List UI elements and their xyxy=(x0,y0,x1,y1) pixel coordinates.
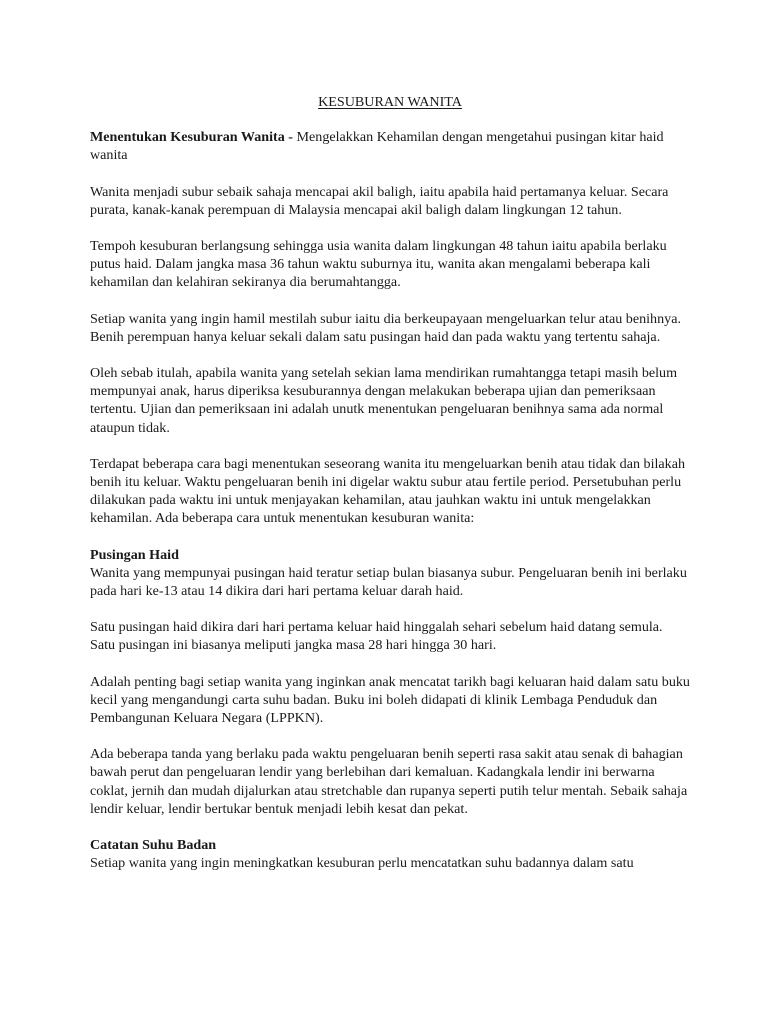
section2-paragraph-1: Setiap wanita yang ingin meningkatkan kesuburan perlu mencatatkan suhu badannya dalam satu xyxy=(90,855,634,872)
section1-paragraph-2: Satu pusingan haid dikira dari hari pertama keluar haid hinggalah sehari sebelum haid datang semula. Satu pusingan ini biasanya meliputi jangka masa 28 hari hingga 30 hari. xyxy=(90,619,663,654)
section1-paragraph-4: Ada beberapa tanda yang berlaku pada waktu pengeluaran benih seperti rasa sakit atau senak di bahagian bawah perut dan pengeluaran lendir yang berlebihan dari kemaluan. Kadangkala lendir ini berwarna coklat, jernih dan mudah dijalurkan atau stretchable dan rupanya seperti putih telur mentah. Sebaik sahaja lendir keluar, lendir bertukar bentuk menjadi lebih kesat dan pekat. xyxy=(90,746,688,817)
document-page xyxy=(90,93,690,891)
section1-paragraph-1: Wanita yang mempunyai pusingan haid teratur setiap bulan biasanya subur. Pengeluaran benih ini berlaku pada hari ke-13 atau 14 dikira dari hari pertama keluar darah haid. xyxy=(90,564,687,600)
body-paragraph-1: Wanita menjadi subur sebaik sahaja mencapai akil baligh, iaitu apabila haid pertamanya keluar. Secara purata, kanak-kanak perempuan di Malaysia mencapai akil baligh dalam lingkungan 12 tahun. xyxy=(90,183,669,218)
body-paragraph-5: Terdapat beberapa cara bagi menentukan seseorang wanita itu mengeluarkan benih atau tidak dan bilakah benih itu keluar. Waktu pengeluaran benih ini digelar waktu subur atau fertile period. Persetubuhan perlu dilakukan pada waktu ini untuk menjayakan kehamilan, atau jauhkan waktu ini untuk mengelakkan kehamilan. Ada beberapa cara untuk menentukan kesuburan wanita: xyxy=(90,455,685,527)
section1-paragraph-3: Adalah penting bagi setiap wanita yang inginkan anak mencatat tarikh bagi keluaran haid dalam satu buku kecil yang mengandungi carta suhu badan. Buku ini boleh didapati di klinik Lembaga Penduduk dan Pembangunan Keluara Negara (LPPKN). xyxy=(90,673,690,727)
section-heading-pusingan-haid: Pusingan Haid xyxy=(90,546,179,563)
intro-bold-lead: Menentukan Kesuburan Wanita - xyxy=(90,129,297,146)
intro-text: Mengelakkan Kehamilan dengan mengetahui pusingan kitar haid wanita xyxy=(90,129,664,164)
body-paragraph-2: Tempoh kesuburan berlangsung sehingga usia wanita dalam lingkungan 48 tahun iaitu apabila berlaku putus haid. Dalam jangka masa 36 tahun waktu suburnya itu, wanita akan mengalami beberapa kali kehamilan dan kelahiran sekiranya dia berumahtangga. xyxy=(90,238,667,291)
document-title: KESUBURAN WANITA xyxy=(318,94,462,110)
intro-paragraph xyxy=(90,128,690,164)
body-paragraph-4: Oleh sebab itulah, apabila wanita yang setelah sekian lama mendirikan rumahtangga tetapi masih belum mempunyai anak, harus diperiksa kesuburannya dengan melakukan beberapa ujian dan pemeriksaan tertentu. Ujian dan pemeriksaan ini adalah unutk menentukan pengeluaran benihnya sama ada normal ataupun tidak. xyxy=(90,365,678,436)
section-catatan-suhu-badan xyxy=(90,836,690,872)
section-pusingan-haid xyxy=(90,546,690,818)
section-heading-catatan-suhu-badan: Catatan Suhu Badan xyxy=(90,837,217,854)
body-paragraph-3: Setiap wanita yang ingin hamil mestilah subur iaitu dia berkeupayaan mengeluarkan telur atau benihnya. Benih perempuan hanya keluar sekali dalam satu pusingan haid dan pada waktu yang tertentu sahaja. xyxy=(90,310,681,345)
